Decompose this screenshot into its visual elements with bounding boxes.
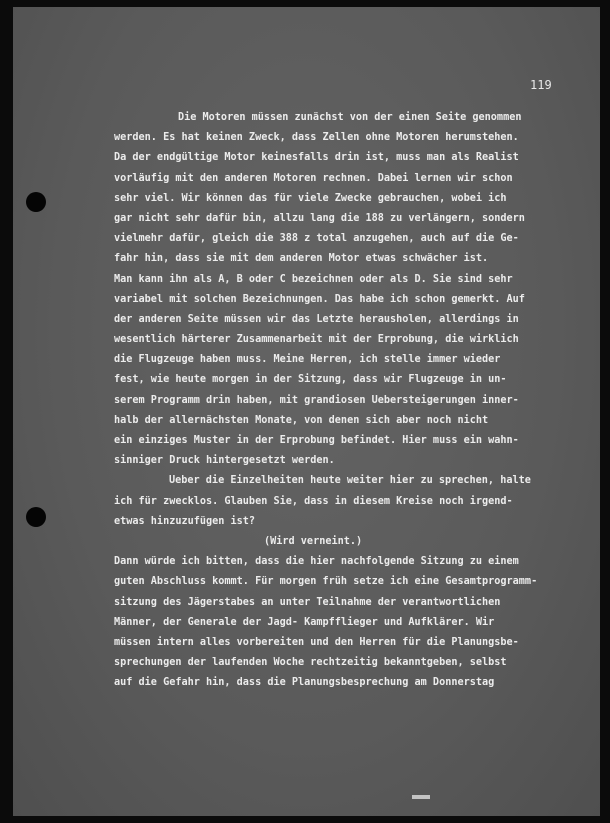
text-line: ich für zwecklos. Glauben Sie, dass in diesem Kreise noch irgend-	[114, 495, 513, 507]
text-line: sehr viel. Wir können das für viele Zwecke gebrauchen, wobei ich	[114, 192, 507, 204]
text-line: ein einziges Muster in der Erprobung befindet. Hier muss ein wahn-	[114, 435, 519, 446]
text-line: Dann würde ich bitten, dass die hier nachfolgende Sitzung zu einem	[114, 556, 519, 568]
punch-hole-top	[26, 192, 46, 212]
text-line: sitzung des Jägerstabes an unter Teilnahme der verantwortlichen	[114, 596, 501, 608]
text-line: vorläufig mit den anderen Motoren rechnen. Dabei lernen wir schon	[114, 172, 513, 184]
text-line: sinniger Druck hintergesetzt werden.	[114, 455, 335, 467]
text-line: serem Programm drin haben, mit grandiosen Uebersteigerungen inner-	[114, 394, 519, 406]
text-line: die Flugzeuge haben muss. Meine Herren, ich stelle immer wieder	[114, 354, 501, 366]
text-line: fest, wie heute morgen in der Sitzung, dass wir Flugzeuge in un-	[114, 374, 507, 386]
text-line: werden. Es hat keinen Zweck, dass Zellen ohne Motoren herumstehen.	[114, 132, 519, 144]
text-line-remark: (Wird verneint.)	[264, 535, 363, 547]
text-line: auf die Gefahr hin, dass die Planungsbesprechung am Donnerstag	[114, 677, 495, 689]
page-number: 119	[530, 78, 552, 92]
typed-body-text	[114, 108, 584, 693]
text-line: müssen intern alles vorbereiten und den Herren für die Planungsbe-	[114, 636, 519, 648]
text-line: Man kann ihn als A, B oder C bezeichnen oder als D. Sie sind sehr	[114, 273, 513, 285]
text-line: halb der allernächsten Monate, von denen sich aber noch nicht	[114, 414, 489, 426]
text-line: Da der endgültige Motor keinesfalls drin ist, muss man als Realist	[114, 152, 519, 164]
text-line: gar nicht sehr dafür bin, allzu lang die 188 zu verlängern, sondern	[114, 212, 525, 224]
text-line: vielmehr dafür, gleich die 388 z total anzugehen, auch auf die Ge-	[114, 233, 519, 245]
text-line: sprechungen der laufenden Woche rechtzeitig bekanntgeben, selbst	[114, 657, 507, 669]
text-line: variabel mit solchen Bezeichnungen. Das habe ich schon gemerkt. Auf	[114, 293, 525, 305]
text-line: der anderen Seite müssen wir das Letzte herausholen, allerdings in	[114, 313, 519, 325]
text-line: fahr hin, dass sie mit dem anderen Motor etwas schwächer ist.	[114, 253, 489, 265]
text-line: Männer, der Generale der Jagd- Kampfflieger und Aufklärer. Wir	[114, 616, 495, 628]
text-line: guten Abschluss kommt. Für morgen früh setze ich eine Gesamtprogramm-	[114, 576, 538, 588]
text-line: Die Motoren müssen zunächst von der einen Seite genommen	[178, 112, 522, 123]
text-line: etwas hinzuzufügen ist?	[114, 515, 256, 527]
page-continuation-mark	[412, 795, 430, 799]
text-line: wesentlich härterer Zusammenarbeit mit der Erprobung, die wirklich	[114, 334, 519, 346]
punch-hole-bottom	[26, 507, 46, 527]
text-line: Ueber die Einzelheiten heute weiter hier zu sprechen, halte	[169, 475, 531, 487]
